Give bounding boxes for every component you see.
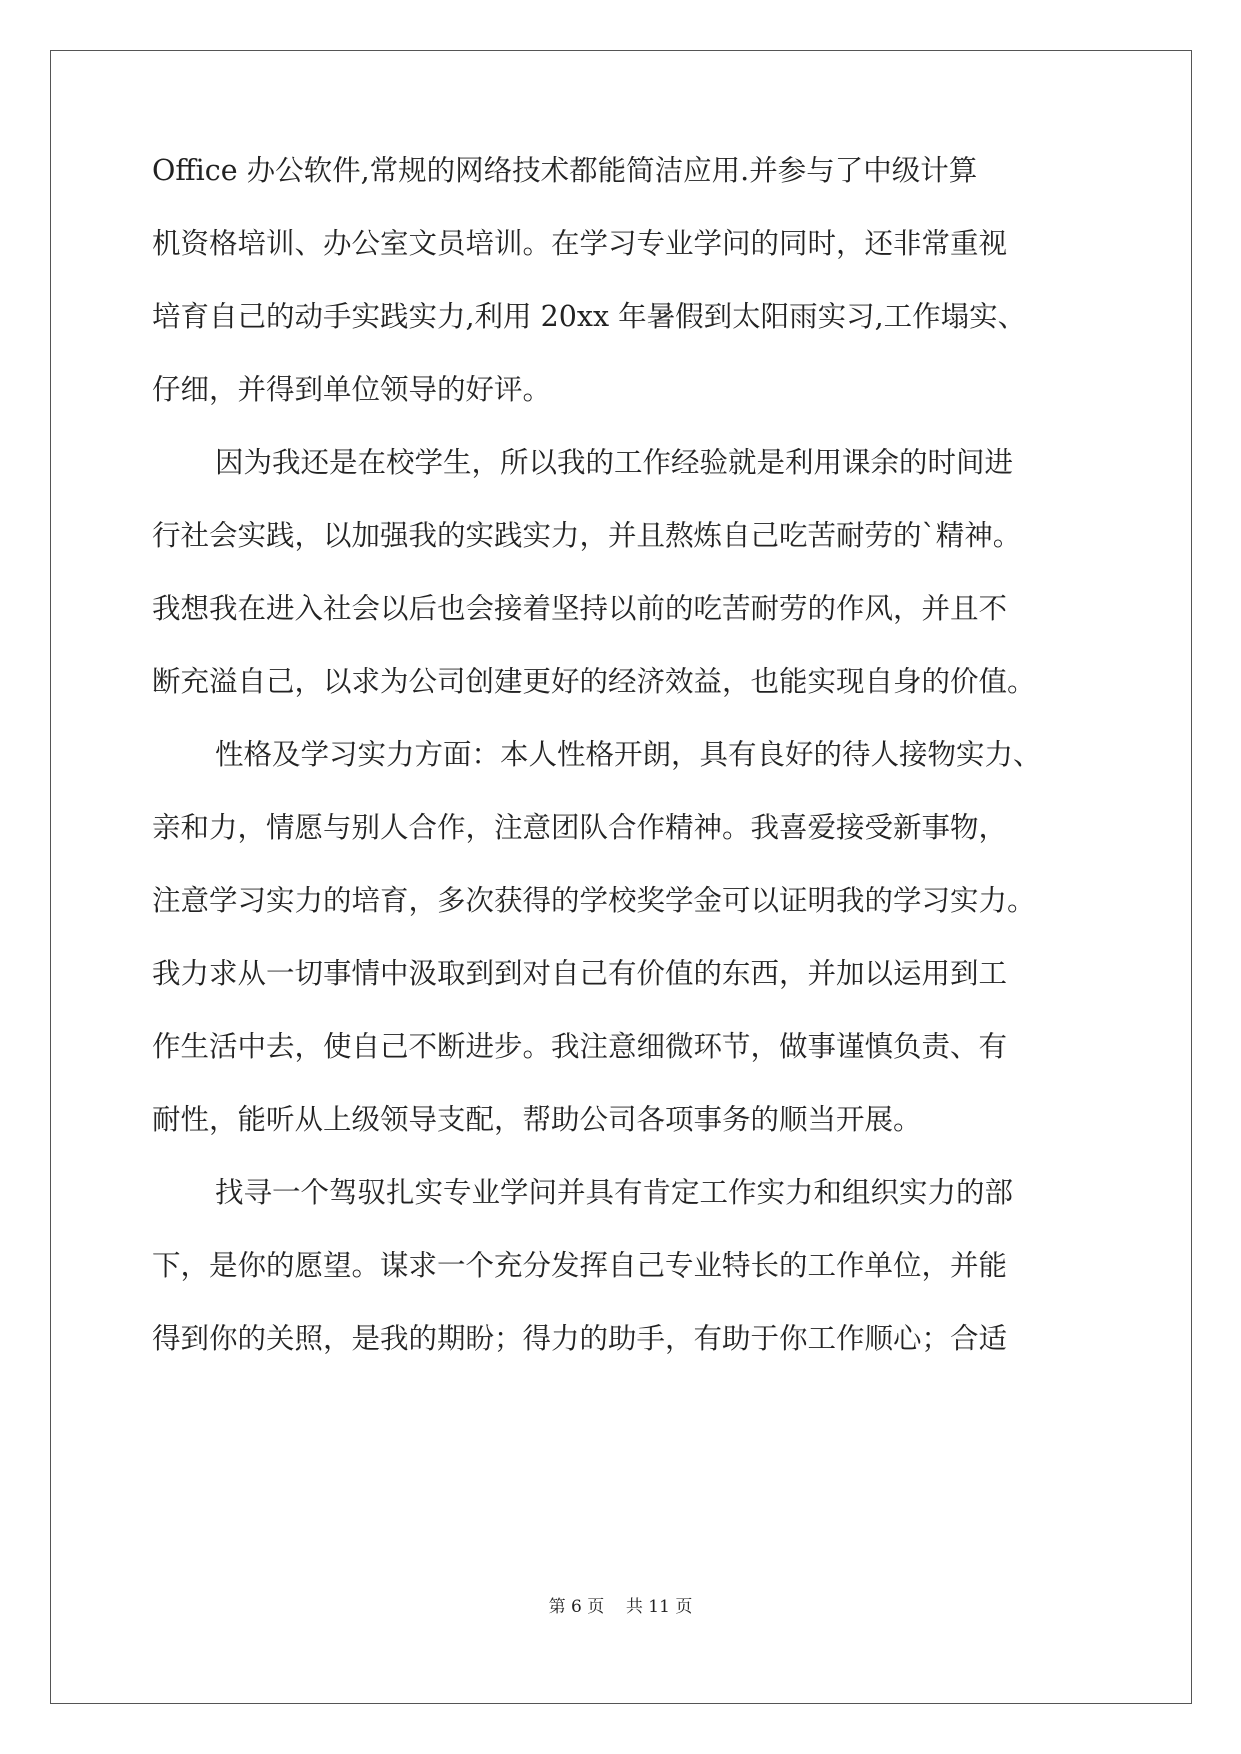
text-line: 得到你的关照，是我的期盼；得力的助手，有助于你工作顺心；合适: [152, 1322, 1008, 1355]
page-footer: [0, 1596, 1241, 1618]
page-number: 第 6 页: [548, 1597, 605, 1617]
text-line: 作生活中去，使自己不断进步。我注意细微环节，做事谨慎负责、有: [152, 1030, 1008, 1063]
text-line: 培育自己的动手实践实力,利用 20xx 年暑假到太阳雨实习,工作塌实、: [152, 300, 1027, 333]
text-line: 性格及学习实力方面：本人性格开朗，具有良好的待人接物实力、: [215, 738, 1042, 771]
page-total: 共 11 页: [625, 1597, 693, 1617]
text-line: Office 办公软件,常规的网络技术都能简洁应用.并参与了中级计算: [152, 154, 978, 187]
text-line: 找寻一个驾驭扎实专业学问并具有肯定工作实力和组织实力的部: [215, 1176, 1014, 1209]
text-line: 耐性，能听从上级领导支配，帮助公司各项事务的顺当开展。: [152, 1103, 922, 1136]
text-line: 断充溢自己，以求为公司创建更好的经济效益，也能实现自身的价值。: [152, 665, 1036, 698]
text-line: 亲和力，情愿与别人合作，注意团队合作精神。我喜爱接受新事物，: [152, 811, 1008, 844]
text-line: 仔细，并得到单位领导的好评。: [152, 373, 552, 406]
text-line: 机资格培训、办公室文员培训。在学习专业学问的同时，还非常重视: [152, 227, 1008, 260]
text-line: 下，是你的愿望。谋求一个充分发挥自己专业特长的工作单位，并能: [152, 1249, 1008, 1282]
text-line: 我想我在进入社会以后也会接着坚持以前的吃苦耐劳的作风，并且不: [152, 592, 1008, 625]
text-line: 因为我还是在校学生，所以我的工作经验就是利用课余的时间进: [215, 446, 1014, 479]
text-line: 我力求从一切事情中汲取到到对自己有价值的东西，并加以运用到工: [152, 957, 1008, 990]
text-line: 行社会实践，以加强我的实践实力，并且熬炼自己吃苦耐劳的`精神。: [152, 519, 1022, 552]
text-line: 注意学习实力的培育，多次获得的学校奖学金可以证明我的学习实力。: [152, 884, 1036, 917]
